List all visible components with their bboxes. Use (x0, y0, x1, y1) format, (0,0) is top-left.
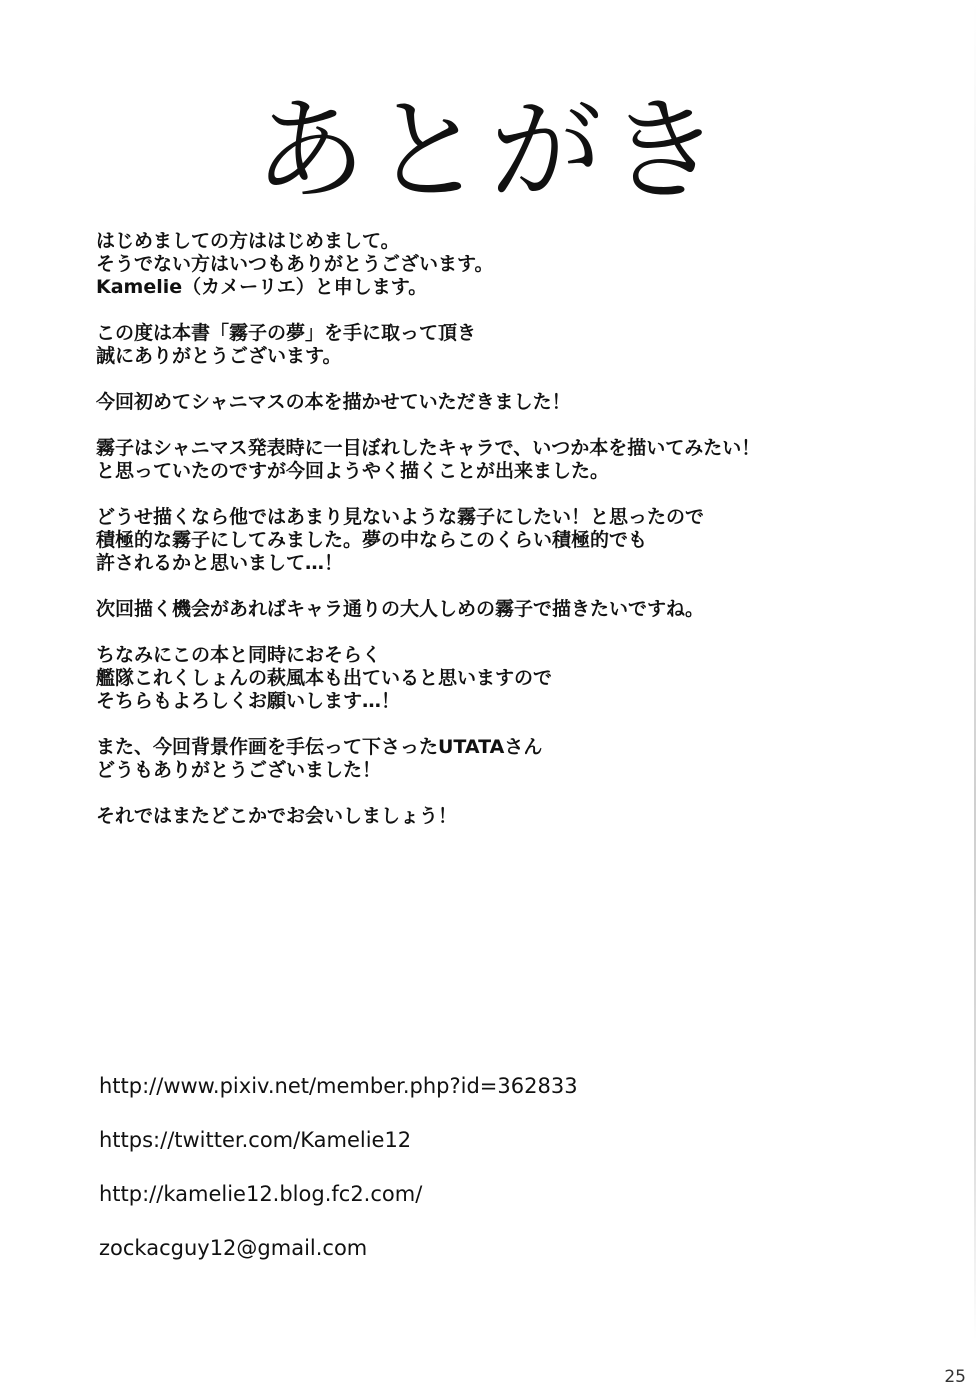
page-title: あとがき (254, 86, 726, 216)
paragraph (96, 322, 916, 368)
text-line: 許されるかと思いまして…！ (96, 552, 344, 574)
text-line: 霧子はシャニマス発表時に一目ぼれしたキャラで、いつか本を描いてみたい！ (96, 437, 761, 459)
contact-links (99, 1072, 578, 1288)
paragraph (96, 506, 916, 575)
text-line: この度は本書「霧子の夢」を手に取って頂き (96, 322, 477, 344)
text-line: どうもありがとうございました！ (96, 759, 382, 781)
text-line: そうでない方はいつもありがとうございます。 (96, 253, 494, 275)
twitter-link: https://twitter.com/Kamelie12 (99, 1128, 412, 1152)
email-address: zockacguy12@gmail.com (99, 1236, 368, 1260)
paragraph (96, 598, 916, 621)
text-line: 積極的な霧子にしてみました。夢の中ならこのくらい積極的でも (96, 529, 648, 551)
text-line: はじめましての方ははじめまして。 (96, 230, 400, 252)
text-line: どうせ描くなら他ではあまり見ないような霧子にしたい！と思ったので (96, 506, 705, 528)
pixiv-link: http://www.pixiv.net/member.php?id=362833 (99, 1074, 578, 1098)
text-line: また、今回背景作画を手伝って下さったUTATAさん (96, 736, 543, 758)
paragraph (96, 437, 916, 483)
afterword-body (96, 230, 916, 828)
paragraph (96, 736, 916, 782)
paragraph (96, 805, 916, 828)
text-line: 艦隊これくしょんの萩風本も出ていると思いますので (96, 667, 553, 689)
text-line: 誠にありがとうございます。 (96, 345, 342, 367)
text-line: そちらもよろしくお願いします…！ (96, 690, 401, 712)
page-number: 25 (944, 1367, 966, 1387)
paragraph (96, 644, 916, 713)
text-line: 今回初めてシャニマスの本を描かせていただきました！ (96, 391, 571, 413)
blog-link: http://kamelie12.blog.fc2.com/ (99, 1182, 423, 1206)
text-line: それではまたどこかでお会いしましょう！ (96, 805, 458, 827)
text-line: Kamelie（カメーリエ）と申します。 (96, 276, 428, 298)
paragraph (96, 391, 916, 414)
text-line: と思っていたのですが今回ようやく描くことが出来ました。 (96, 460, 610, 482)
text-line: ちなみにこの本と同時におそらく (96, 644, 382, 666)
paragraph (96, 230, 916, 299)
text-line: 次回描く機会があればキャラ通りの大人しめの霧子で描きたいですね。 (96, 598, 705, 620)
